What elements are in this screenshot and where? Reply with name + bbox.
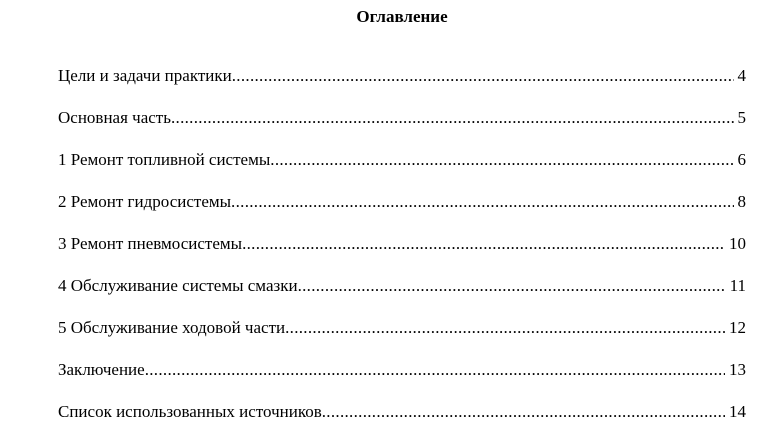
toc-entry-conclusion[interactable] <box>58 359 746 401</box>
toc-entry-text: Цели и задачи практики <box>58 66 232 85</box>
toc-entry-text: 2 Ремонт гидросистемы <box>58 192 232 211</box>
dot-leader <box>270 149 733 171</box>
toc-page-number: 4 <box>737 66 746 85</box>
toc-entry-text: Список использованных источников <box>58 402 322 421</box>
dot-leader <box>322 401 725 423</box>
toc-entry-text: 4 Обслуживание системы смазки <box>58 276 298 295</box>
toc-entry-lubrication-system[interactable] <box>58 275 746 317</box>
toc-page-number: 5 <box>737 108 746 127</box>
table-of-contents <box>58 65 746 443</box>
toc-page-number: 14 <box>729 402 746 421</box>
dot-leader <box>171 107 734 129</box>
toc-page-number: 13 <box>729 360 746 379</box>
toc-entry-fuel-system[interactable] <box>58 149 746 191</box>
toc-page-number: 8 <box>737 192 746 211</box>
dot-leader <box>298 275 726 297</box>
toc-page-number: 12 <box>729 318 746 337</box>
dot-leader <box>231 191 733 213</box>
toc-entry-text: Заключение <box>58 360 145 379</box>
toc-entry-goals[interactable] <box>58 65 746 107</box>
toc-page-number: 10 <box>729 234 746 253</box>
toc-heading: Оглавление <box>356 7 448 26</box>
toc-entry-text: 1 Ремонт топливной системы <box>58 150 271 169</box>
toc-entry-running-gear[interactable] <box>58 317 746 359</box>
toc-entry-pneumatic-system[interactable] <box>58 233 746 275</box>
dot-leader <box>242 233 725 255</box>
toc-page-number: 11 <box>729 276 746 295</box>
toc-entry-text: Основная часть <box>58 108 171 127</box>
toc-entry-text: 5 Обслуживание ходовой части <box>58 318 286 337</box>
dot-leader <box>232 65 734 87</box>
toc-entry-references[interactable] <box>58 401 746 443</box>
toc-entry-text: 3 Ремонт пневмосистемы <box>58 234 243 253</box>
toc-entry-hydraulic-system[interactable] <box>58 191 746 233</box>
dot-leader <box>145 359 725 381</box>
toc-page-number: 6 <box>737 150 746 169</box>
dot-leader <box>285 317 725 339</box>
toc-entry-main-part[interactable] <box>58 107 746 149</box>
